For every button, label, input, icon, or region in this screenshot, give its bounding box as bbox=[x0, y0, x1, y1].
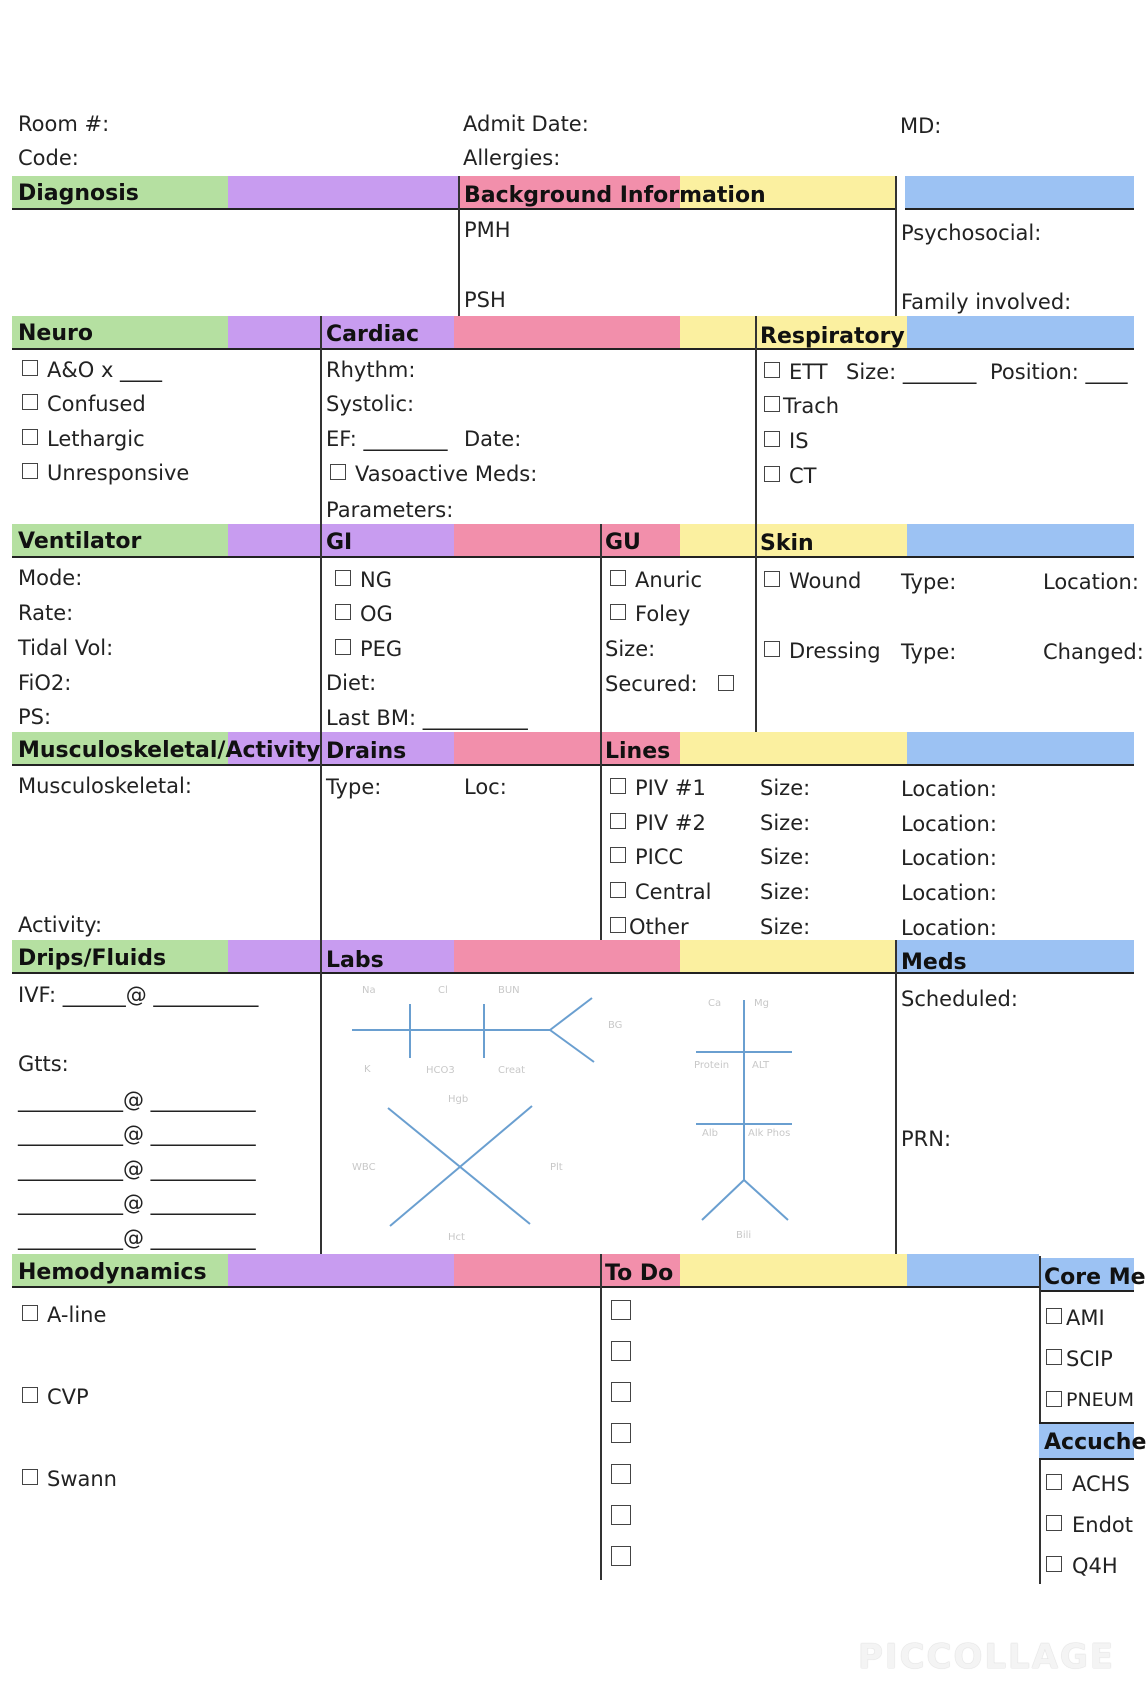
piv1-size-label: Size: bbox=[760, 776, 811, 800]
todo-checkbox[interactable] bbox=[611, 1546, 631, 1566]
divider bbox=[895, 176, 897, 316]
ett-size-label: Size: _______ bbox=[846, 360, 977, 384]
ivf-label: IVF: ______@ __________ bbox=[18, 983, 259, 1007]
todo-checkbox[interactable] bbox=[611, 1505, 631, 1525]
lab-wbc: WBC bbox=[352, 1162, 376, 1173]
header-band-purple bbox=[228, 940, 320, 974]
drain-loc-label: Loc: bbox=[464, 775, 507, 799]
header-band-yellow bbox=[680, 732, 907, 766]
psychosocial-label: Psychosocial: bbox=[901, 221, 1042, 245]
allergies-label: Allergies: bbox=[463, 146, 561, 170]
todo-checkbox[interactable] bbox=[611, 1423, 631, 1443]
trach-label: Trach bbox=[783, 394, 840, 418]
picc-checkbox[interactable] bbox=[610, 847, 626, 863]
neuro-lethargic-label: Lethargic bbox=[47, 427, 145, 451]
header-band-purple bbox=[228, 176, 458, 210]
activity-label: Activity: bbox=[18, 913, 103, 937]
md-label: MD: bbox=[900, 114, 942, 138]
vasoactive-checkbox[interactable] bbox=[330, 464, 346, 480]
gtt-line: __________@ __________ bbox=[18, 1157, 256, 1181]
vent-tidal-label: Tidal Vol: bbox=[18, 636, 114, 660]
ef-date-label: Date: bbox=[464, 427, 522, 451]
dressing-checkbox[interactable] bbox=[764, 641, 780, 657]
cardiac-title: Cardiac bbox=[326, 322, 420, 347]
ami-label: AMI bbox=[1066, 1306, 1105, 1330]
neuro-ao-checkbox[interactable] bbox=[22, 360, 38, 376]
header-band-pink bbox=[454, 316, 680, 350]
og-label: OG bbox=[360, 602, 393, 626]
header-band-pink bbox=[454, 940, 680, 974]
todo-checkbox[interactable] bbox=[611, 1300, 631, 1320]
todo-checkbox[interactable] bbox=[611, 1464, 631, 1484]
dressing-label: Dressing bbox=[789, 639, 881, 663]
divider bbox=[755, 316, 757, 524]
q4h-label: Q4H bbox=[1072, 1554, 1118, 1578]
header-band-blue bbox=[905, 176, 1134, 210]
ct-label: CT bbox=[789, 464, 817, 488]
lab-bg: BG bbox=[608, 1020, 623, 1031]
watermark: PICCOLLAGE bbox=[858, 1637, 1116, 1677]
lab-k: K bbox=[364, 1064, 371, 1075]
rhythm-label: Rhythm: bbox=[326, 358, 416, 382]
other-label: Other bbox=[629, 915, 689, 939]
scip-label: SCIP bbox=[1066, 1347, 1113, 1371]
other-size-label: Size: bbox=[760, 915, 811, 939]
lab-hco3: HCO3 bbox=[426, 1065, 455, 1076]
ct-checkbox[interactable] bbox=[764, 466, 780, 482]
other-location-label: Location: bbox=[901, 916, 997, 940]
core-measures-title: Core Me bbox=[1044, 1265, 1146, 1290]
header-band-pink bbox=[454, 524, 600, 558]
drains-title: Drains bbox=[326, 739, 407, 764]
todo-checkbox[interactable] bbox=[611, 1341, 631, 1361]
musculoskeletal-title: Musculoskeletal/Activity bbox=[18, 738, 321, 763]
ventilator-title: Ventilator bbox=[18, 529, 142, 554]
gtt-line: __________@ __________ bbox=[18, 1088, 256, 1112]
header-band-pink bbox=[454, 732, 600, 766]
drips-title: Drips/Fluids bbox=[18, 946, 167, 971]
vasoactive-label: Vasoactive Meds: bbox=[355, 462, 538, 486]
lab-protein: Protein bbox=[694, 1060, 730, 1071]
divider bbox=[600, 1254, 602, 1580]
piv2-location-label: Location: bbox=[901, 812, 997, 836]
header-band-purple bbox=[228, 524, 320, 558]
piv2-size-label: Size: bbox=[760, 811, 811, 835]
pneum-checkbox[interactable] bbox=[1046, 1391, 1062, 1407]
lab-alb: Alb bbox=[702, 1128, 718, 1139]
divider bbox=[458, 176, 460, 316]
prn-label: PRN: bbox=[901, 1127, 952, 1151]
lab-mg: Mg bbox=[754, 998, 769, 1009]
vent-rate-label: Rate: bbox=[18, 601, 74, 625]
divider bbox=[1039, 1256, 1041, 1584]
neuro-confused-label: Confused bbox=[47, 392, 146, 416]
wound-type-label: Type: bbox=[901, 570, 957, 594]
gtt-line: __________@ __________ bbox=[18, 1191, 256, 1215]
accucheck-title: Accuche bbox=[1044, 1430, 1146, 1455]
skin-title: Skin bbox=[760, 531, 814, 556]
divider bbox=[320, 732, 322, 940]
cvp-checkbox[interactable] bbox=[22, 1387, 38, 1403]
picc-size-label: Size: bbox=[760, 845, 811, 869]
pneum-label: PNEUM bbox=[1066, 1389, 1134, 1411]
wound-label: Wound bbox=[789, 569, 862, 593]
endot-label: Endot bbox=[1072, 1513, 1133, 1537]
lab-cl: Cl bbox=[438, 985, 448, 996]
piv1-label: PIV #1 bbox=[635, 776, 706, 800]
is-label: IS bbox=[789, 429, 809, 453]
ett-checkbox[interactable] bbox=[764, 362, 780, 378]
is-checkbox[interactable] bbox=[764, 431, 780, 447]
gtts-label: Gtts: bbox=[18, 1052, 69, 1076]
labs-fishbone-diagrams bbox=[322, 976, 894, 1252]
wound-location-label: Location: bbox=[1043, 570, 1139, 594]
divider bbox=[600, 524, 602, 732]
central-checkbox[interactable] bbox=[610, 882, 626, 898]
header-band-purple bbox=[228, 316, 320, 350]
parameters-label: Parameters: bbox=[326, 498, 454, 522]
scip-checkbox[interactable] bbox=[1046, 1349, 1062, 1365]
divider bbox=[320, 316, 322, 524]
piv1-checkbox[interactable] bbox=[610, 778, 626, 794]
ef-label: EF: ________ bbox=[326, 427, 448, 451]
systolic-label: Systolic: bbox=[326, 392, 415, 416]
secured-label: Secured: bbox=[605, 672, 698, 696]
pmh-label: PMH bbox=[464, 218, 511, 242]
ett-label: ETT bbox=[789, 360, 828, 384]
cvp-label: CVP bbox=[47, 1385, 89, 1409]
lab-bili: Bili bbox=[736, 1230, 752, 1241]
q4h-checkbox[interactable] bbox=[1046, 1556, 1062, 1572]
achs-label: ACHS bbox=[1072, 1472, 1130, 1496]
ett-position-label: Position: ____ bbox=[990, 360, 1128, 384]
foley-checkbox[interactable] bbox=[610, 604, 626, 620]
dressing-type-label: Type: bbox=[901, 640, 957, 664]
piv2-label: PIV #2 bbox=[635, 811, 706, 835]
header-band-pink bbox=[454, 1254, 600, 1288]
lab-alt: ALT bbox=[752, 1060, 770, 1071]
foley-label: Foley bbox=[635, 602, 691, 626]
labs-title: Labs bbox=[326, 948, 384, 973]
central-size-label: Size: bbox=[760, 880, 811, 904]
header-band-yellow bbox=[680, 940, 895, 974]
scheduled-label: Scheduled: bbox=[901, 987, 1018, 1011]
admit-date-label: Admit Date: bbox=[463, 112, 589, 136]
vent-mode-label: Mode: bbox=[18, 566, 83, 590]
lab-hgb: Hgb bbox=[448, 1094, 469, 1105]
drain-type-label: Type: bbox=[326, 775, 382, 799]
neuro-confused-checkbox[interactable] bbox=[22, 394, 38, 410]
family-involved-label: Family involved: bbox=[901, 290, 1072, 314]
divider bbox=[320, 524, 322, 732]
ng-checkbox[interactable] bbox=[335, 570, 351, 586]
gtt-line: __________@ __________ bbox=[18, 1122, 256, 1146]
code-label: Code: bbox=[18, 146, 79, 170]
header-band-blue bbox=[907, 524, 1134, 558]
gu-size-label: Size: bbox=[605, 637, 656, 661]
gu-title: GU bbox=[605, 530, 641, 555]
last-bm-label: Last BM: __________ bbox=[326, 706, 528, 730]
header-band-blue bbox=[907, 316, 1134, 350]
diet-label: Diet: bbox=[326, 671, 377, 695]
piv2-checkbox[interactable] bbox=[610, 813, 626, 829]
lines-title: Lines bbox=[605, 739, 671, 764]
lab-alk-phos: Alk Phos bbox=[748, 1128, 791, 1139]
divider bbox=[600, 732, 602, 940]
room-label: Room #: bbox=[18, 112, 110, 136]
peg-checkbox[interactable] bbox=[335, 639, 351, 655]
background-title: Background Information bbox=[464, 183, 766, 208]
lab-ca: Ca bbox=[708, 998, 722, 1009]
meds-title: Meds bbox=[901, 950, 967, 975]
neuro-unresponsive-checkbox[interactable] bbox=[22, 463, 38, 479]
divider bbox=[755, 524, 757, 732]
neuro-lethargic-checkbox[interactable] bbox=[22, 429, 38, 445]
picc-label: PICC bbox=[635, 845, 684, 869]
psh-label: PSH bbox=[464, 288, 506, 312]
header-band-purple bbox=[228, 1254, 454, 1288]
todo-title: To Do bbox=[605, 1261, 674, 1286]
picc-location-label: Location: bbox=[901, 846, 997, 870]
peg-label: PEG bbox=[360, 637, 403, 661]
hemodynamics-title: Hemodynamics bbox=[18, 1260, 207, 1285]
anuric-checkbox[interactable] bbox=[610, 570, 626, 586]
neuro-ao-label: A&O x ____ bbox=[47, 358, 163, 382]
todo-checkbox[interactable] bbox=[611, 1382, 631, 1402]
lab-na: Na bbox=[362, 985, 376, 996]
lab-plt: Plt bbox=[550, 1162, 563, 1173]
divider bbox=[895, 940, 897, 1254]
aline-checkbox[interactable] bbox=[22, 1305, 38, 1321]
neuro-title: Neuro bbox=[18, 321, 93, 346]
lab-hct: Hct bbox=[448, 1232, 465, 1243]
swann-label: Swann bbox=[47, 1467, 117, 1491]
musculoskeletal-label: Musculoskeletal: bbox=[18, 774, 192, 798]
vent-ps-label: PS: bbox=[18, 705, 52, 729]
header-band-yellow bbox=[680, 524, 755, 558]
gi-title: GI bbox=[326, 530, 353, 555]
swann-checkbox[interactable] bbox=[22, 1469, 38, 1485]
header-band-yellow bbox=[680, 316, 755, 350]
vent-fio2-label: FiO2: bbox=[18, 671, 72, 695]
header-band-yellow bbox=[680, 1254, 907, 1288]
ng-label: NG bbox=[360, 568, 392, 592]
trach-checkbox[interactable] bbox=[764, 396, 780, 412]
og-checkbox[interactable] bbox=[335, 604, 351, 620]
header-band-blue bbox=[907, 732, 1134, 766]
anuric-label: Anuric bbox=[635, 568, 702, 592]
lab-creat: Creat bbox=[498, 1065, 526, 1076]
achs-checkbox[interactable] bbox=[1046, 1474, 1062, 1490]
lab-bun: BUN bbox=[498, 985, 520, 996]
endot-checkbox[interactable] bbox=[1046, 1515, 1062, 1531]
neuro-unresponsive-label: Unresponsive bbox=[47, 461, 190, 485]
header-band-blue bbox=[907, 1254, 1039, 1288]
diagnosis-title: Diagnosis bbox=[18, 181, 139, 206]
central-location-label: Location: bbox=[901, 881, 997, 905]
secured-checkbox[interactable] bbox=[718, 675, 734, 691]
ami-checkbox[interactable] bbox=[1046, 1308, 1062, 1324]
wound-checkbox[interactable] bbox=[764, 571, 780, 587]
other-checkbox[interactable] bbox=[610, 917, 626, 933]
piv1-location-label: Location: bbox=[901, 777, 997, 801]
central-label: Central bbox=[635, 880, 712, 904]
aline-label: A-line bbox=[47, 1303, 107, 1327]
dressing-changed-label: Changed: bbox=[1043, 640, 1144, 664]
respiratory-title: Respiratory bbox=[760, 324, 905, 349]
gtt-line: __________@ __________ bbox=[18, 1226, 256, 1250]
